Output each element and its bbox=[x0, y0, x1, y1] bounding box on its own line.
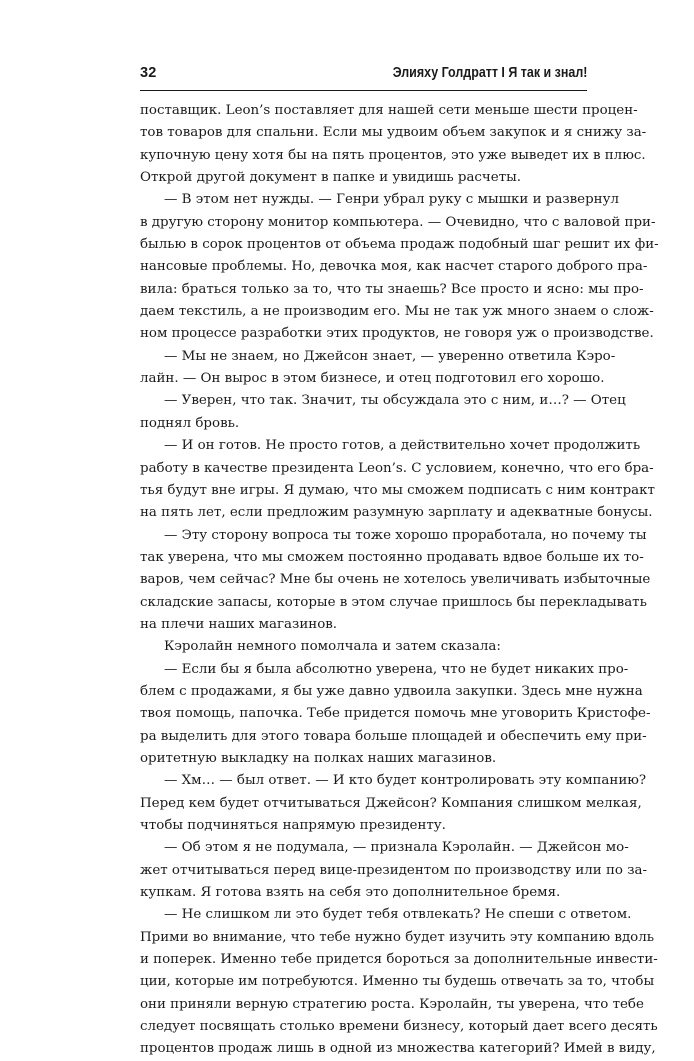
text-line: варов, чем сейчас? Мне бы очень не хотелось увеличивать избыточные bbox=[140, 572, 651, 588]
text-line: — И он готов. Не просто готов, а действительно хочет продолжить bbox=[164, 438, 641, 454]
text-line: ном процессе разработки этих продуктов, не говоря уж о производстве. bbox=[140, 326, 654, 342]
text-line: блем с продажами, я бы уже давно удвоила закупки. Здесь мне нужна bbox=[140, 683, 643, 699]
text-line: даем текстиль, а не производим его. Мы не так уж много знаем о слож- bbox=[140, 304, 654, 320]
body-text bbox=[140, 100, 659, 1061]
text-line: следует посвящать столько времени бизнесу, который дает всего десять bbox=[140, 1019, 658, 1035]
text-line: — Уверен, что так. Значит, ты обсуждала это с ним, и…? — Отец bbox=[164, 393, 626, 409]
text-line: поставщик. Leon’s поставляет для нашей сети меньше шести процен- bbox=[140, 103, 638, 118]
text-line: работу в качестве президента Leon’s. С условием, конечно, что его бра- bbox=[140, 460, 654, 476]
text-line: Прими во внимание, что тебе нужно будет изучить эту компанию вдоль bbox=[140, 929, 655, 945]
text-line: оритетную выкладку на полках наших магазинов. bbox=[140, 750, 497, 766]
text-line: Перед кем будет отчитываться Джейсон? Компания слишком мелкая, bbox=[140, 795, 642, 811]
text-line: — Мы не знаем, но Джейсон знает, — уверенно ответила Кэро- bbox=[164, 348, 616, 364]
text-line: тья будут вне игры. Я думаю, что мы сможем подписать с ним контракт bbox=[140, 482, 655, 498]
text-line: тов товаров для спальни. Если мы удвоим объем закупок и я снижу за- bbox=[140, 125, 647, 141]
text-line: они приняли верную стратегию роста. Кэролайн, ты уверена, что тебе bbox=[140, 996, 644, 1012]
text-line: — Не слишком ли это будет тебя отвлекать? Не спеши с ответом. bbox=[164, 907, 632, 923]
text-line: и поперек. Именно тебе придется бороться за дополнительные инвести- bbox=[140, 952, 658, 968]
text-line: ра выделить для этого товара больше площадей и обеспечить ему при- bbox=[140, 728, 647, 744]
text-line: нансовые проблемы. Но, девочка моя, как насчет старого доброго пра- bbox=[140, 259, 648, 275]
text-line: вила: браться только за то, что ты знаешь? Все просто и ясно: мы про- bbox=[140, 281, 644, 297]
text-line: так уверена, что мы сможем постоянно продавать вдвое больше их то- bbox=[140, 549, 644, 565]
text-line: — Хм… — был ответ. — И кто будет контролировать эту компанию? bbox=[164, 773, 647, 789]
text-line: ции, которые им потребуются. Именно ты будешь отвечать за то, чтобы bbox=[140, 974, 655, 990]
text-line: твоя помощь, папочка. Тебе придется помочь мне уговорить Кристофе- bbox=[140, 706, 651, 722]
text-line: складские запасы, которые в этом случае пришлось бы перекладывать bbox=[140, 594, 647, 610]
text-line: на плечи наших магазинов. bbox=[140, 616, 338, 632]
text-line: купкам. Я готова взять на себя это дополнительное бремя. bbox=[140, 885, 561, 901]
text-line: — Если бы я была абсолютно уверена, что не будет никаких про- bbox=[164, 661, 629, 677]
text-line: Кэролайн немного помолчала и затем сказала: bbox=[164, 639, 501, 655]
text-line: — Об этом я не подумала, — признала Кэролайн. — Джейсон мо- bbox=[164, 840, 629, 856]
text-line: — В этом нет нужды. — Генри убрал руку с мышки и развернул bbox=[164, 192, 619, 208]
header-rule bbox=[140, 90, 587, 91]
text-line: былью в сорок процентов от объема продаж подобный шаг решит их фи- bbox=[140, 237, 659, 253]
text-line: поднял бровь. bbox=[140, 415, 240, 431]
text-line: Открой другой документ в папке и увидишь расчеты. bbox=[140, 170, 522, 186]
running-head bbox=[140, 62, 587, 84]
text-line: лайн. — Он вырос в этом бизнесе, и отец подготовил его хорошо. bbox=[140, 371, 605, 387]
text-line: в другую сторону монитор компьютера. — Очевидно, что с валовой при- bbox=[140, 214, 656, 230]
text-line: купочную цену хотя бы на пять процентов, это уже выведет их в плюс. bbox=[140, 147, 646, 163]
text-line: — Эту сторону вопроса ты тоже хорошо проработала, но почему ты bbox=[164, 527, 647, 543]
running-title: Элияху Голдратт I Я так и знал! bbox=[392, 65, 587, 81]
text-line: на пять лет, если предложим разумную зарплату и адекватные бонусы. bbox=[140, 505, 653, 521]
text-line: чтобы подчиняться напрямую президенту. bbox=[140, 818, 446, 833]
text-line: жет отчитываться перед вице-президентом по производству или по за- bbox=[140, 862, 648, 878]
page-number: 32 bbox=[140, 65, 157, 81]
text-line: процентов продаж лишь в одной из множества категорий? Имей в виду, bbox=[140, 1041, 656, 1057]
